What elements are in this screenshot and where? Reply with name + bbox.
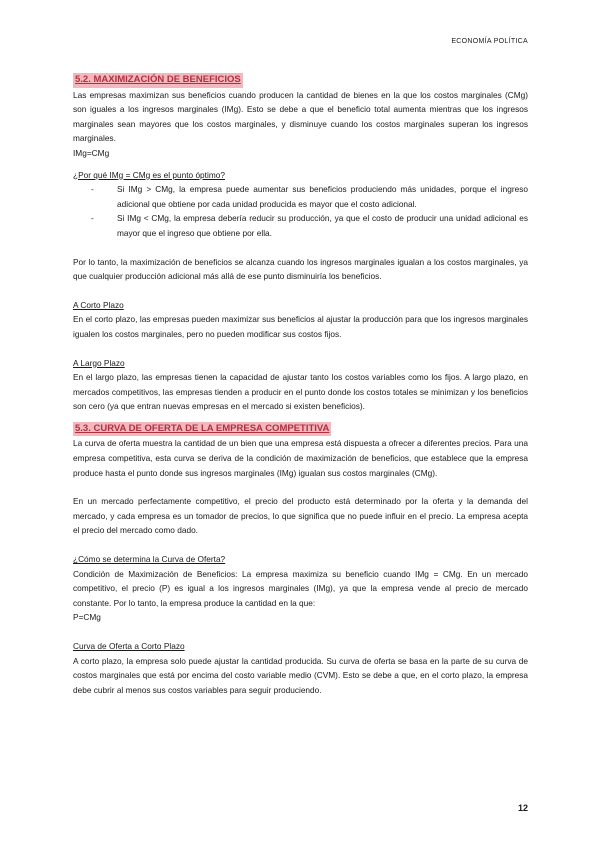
paragraph: Por lo tanto, la maximización de beneficios se alcanza cuando los ingresos marginales igualan a los costos marginales, ya que cualquier producción adicional más allá de ese punto disminuiría los beneficios. bbox=[73, 256, 528, 282]
paragraph: En el largo plazo, las empresas tienen la capacidad de ajustar tanto los costos variables como los fijos. A largo plazo, en mercados competitivos, las empresas tienden a producir en el punto donde los costos totales se minimizan y los beneficios son cero (ya que entran nuevas empresas en el mercado si existen beneficios). bbox=[73, 372, 528, 412]
paragraph: En un mercado perfectamente competitivo, el precio del producto está determinado por la oferta y la demanda del mercado, y cada empresa es un tomador de precios, lo que significa que no puede influir en el precio. La empresa acepta el precio del mercado como dado. bbox=[73, 496, 528, 536]
running-header: ECONOMÍA POLÍTICA bbox=[451, 38, 528, 45]
subheading-question: ¿Cómo se determina la Curva de Oferta? bbox=[73, 554, 226, 565]
formula: IMg=CMg bbox=[73, 147, 110, 158]
paragraph: Las empresas maximizan sus beneficios cuando producen la cantidad de bienes en la que los costos marginales (CMg) son iguales a los ingresos marginales (IMg). Esto se debe a que el beneficio total aumenta mientras que los ingresos marginales sean mayores que los costos marginales, y disminuye cuando los costos marginales superan los ingresos marginales. bbox=[73, 89, 528, 144]
section-heading-5-3: 5.3. CURVA DE OFERTA DE LA EMPRESA COMPETITIVA bbox=[73, 422, 331, 437]
section-heading-5-2: 5.2. MAXIMIZACIÓN DE BENEFICIOS bbox=[73, 73, 243, 88]
paragraph: La curva de oferta muestra la cantidad de un bien que una empresa está dispuesta a ofrecer a diferentes precios. Para una empresa competitiva, esta curva se deriva de la condición de maximización de beneficios, que establece que la empresa produce hasta el punto donde sus ingresos marginales (IMg) igualan sus costos marginales (CMg). bbox=[73, 438, 528, 478]
paragraph: En el corto plazo, las empresas pueden maximizar sus beneficios al ajustar la producción para que los ingresos marginales igualen los costos marginales, pero no pueden modificar sus costos fijos. bbox=[73, 314, 528, 339]
subheading-curva-oferta-corto: Curva de Oferta a Corto Plazo bbox=[73, 641, 185, 651]
document-body bbox=[73, 72, 528, 697]
formula: P=CMg bbox=[73, 612, 101, 623]
page-number: 12 bbox=[517, 803, 528, 813]
subheading-question: ¿Por qué IMg = CMg es el punto óptimo? bbox=[73, 169, 225, 180]
paragraph: A corto plazo, la empresa solo puede ajustar la cantidad producida. Su curva de oferta se basa en la parte de su curva de costos marginales que está por encima del costo variable medio (CVM). Esto se debe a que, en el corto plazo, la empresa debe cubrir al menos sus costos variables para seguir produciendo. bbox=[73, 655, 528, 695]
subheading-corto-plazo: A Corto Plazo bbox=[73, 299, 124, 310]
dash-bullet-icon: - bbox=[91, 213, 94, 224]
list-item: - Si IMg < CMg, la empresa debería reducir su producción, ya que el costo de producir una unidad adicional es mayor que el ingreso que obtiene por ella. bbox=[91, 213, 528, 238]
dash-bullet-icon: - bbox=[91, 184, 94, 195]
paragraph: Condición de Maximización de Beneficios: La empresa maximiza su beneficio cuando IMg = CMg. En un mercado competitivo, el precio (P) es igual a los ingresos marginales (IMg), ya que la empresa vende al precio de mercado constante. Por lo tanto, la empresa produce la cantidad en la que: bbox=[73, 568, 528, 608]
bullet-list bbox=[73, 182, 528, 240]
subheading-largo-plazo: A Largo Plazo bbox=[73, 357, 125, 368]
list-item: - Si IMg > CMg, la empresa puede aumentar sus beneficios produciendo más unidades, porque el ingreso adicional que obtiene por cada unidad producida es mayor que el costo adicional. bbox=[91, 184, 528, 209]
